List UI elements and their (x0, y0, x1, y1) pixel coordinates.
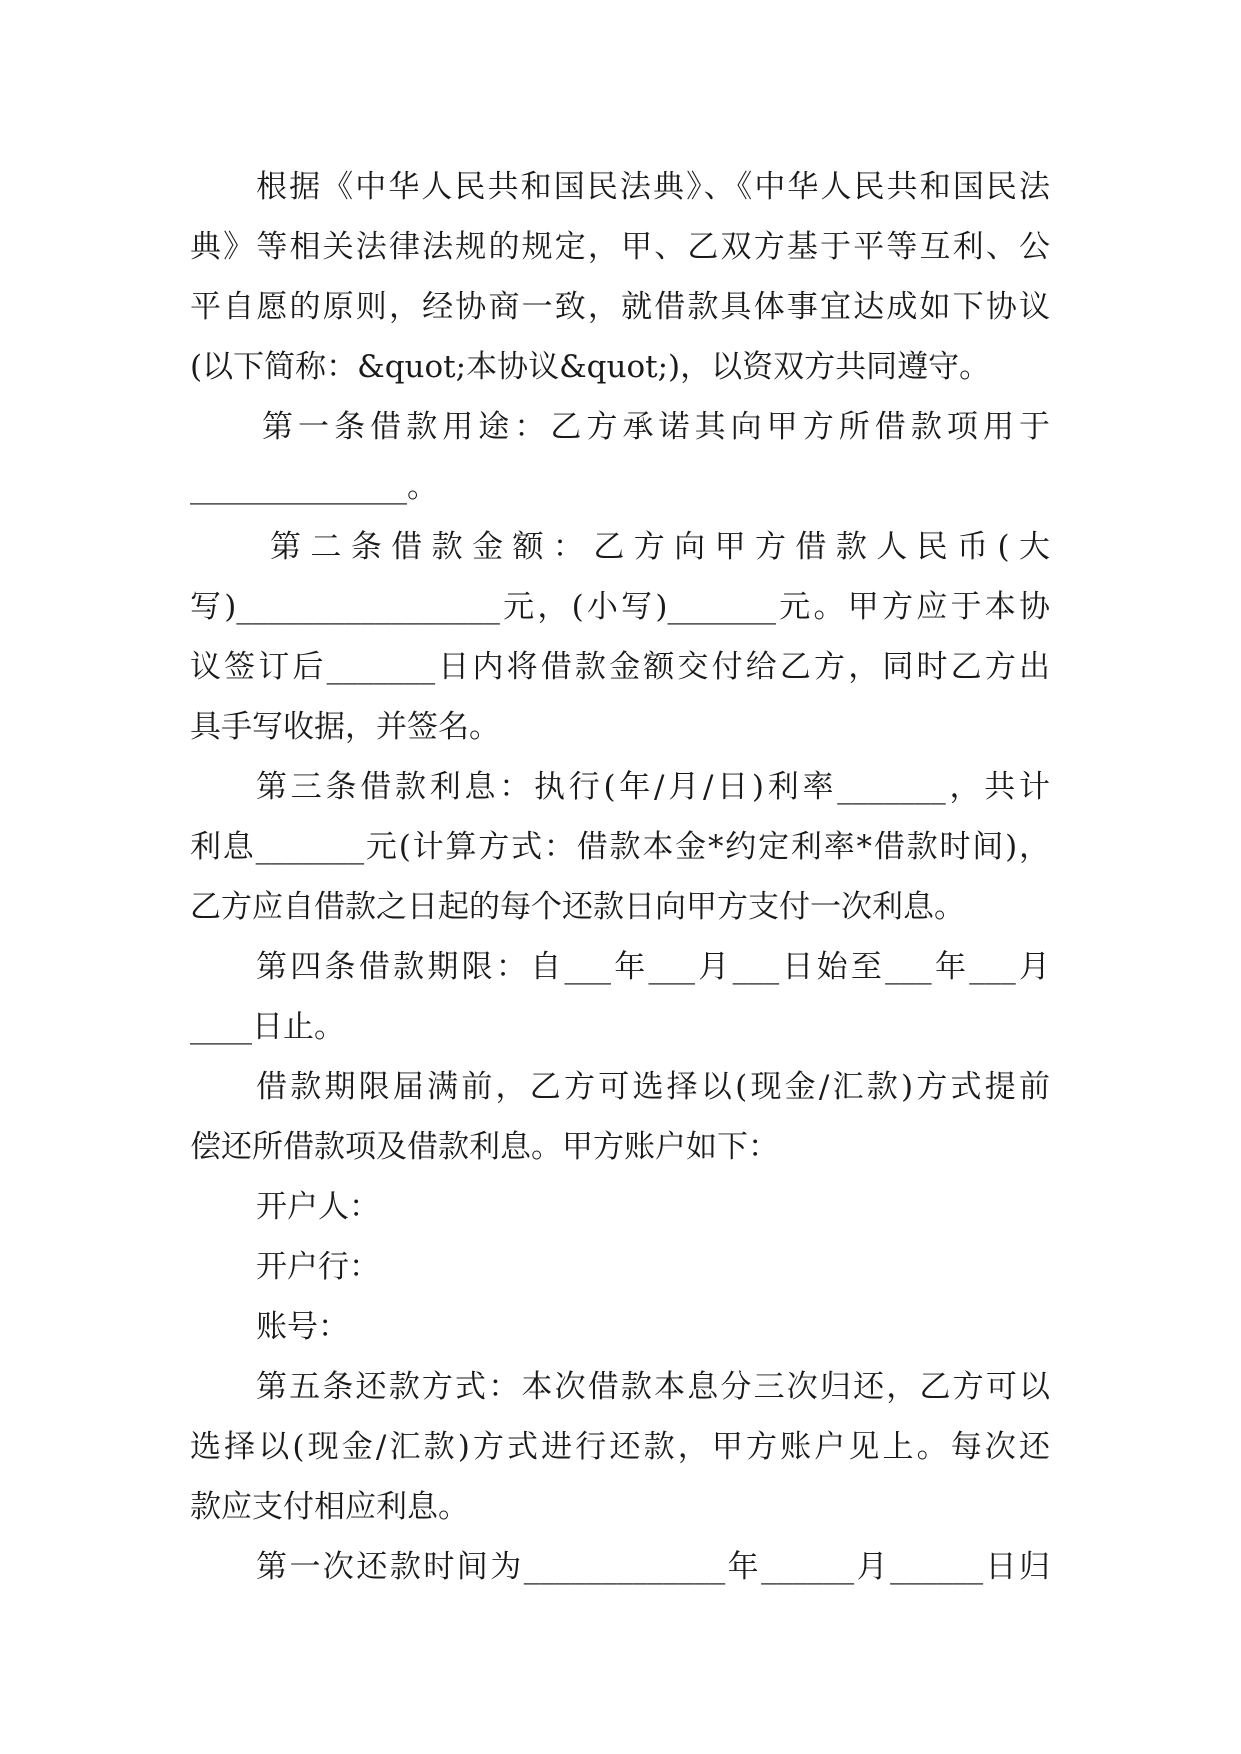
paragraph-line: 偿还所借款项及借款利息。甲方账户如下： (190, 1129, 779, 1165)
account-holder-label: 开户人： (256, 1189, 380, 1225)
first-repayment-line: 第一次还款时间为_____________年______月______日归 (256, 1549, 1050, 1585)
article-2-line: 第二条借款金额：乙方向甲方借款人民币(大 (270, 529, 1050, 565)
paragraph-line: 根据《中华人民共和国民法典》、《中华人民共和国民法 (256, 169, 1050, 205)
paragraph-line: 平自愿的原则，经协商一致，就借款具体事宜达成如下协议 (190, 289, 1050, 325)
paragraph-line: 具手写收据，并签名。 (190, 709, 500, 745)
paragraph-line: 乙方应自借款之日起的每个还款日向甲方支付一次利息。 (190, 889, 965, 925)
paragraph-line: 款应支付相应利息。 (190, 1489, 469, 1525)
article-3-line: 第三条借款利息：执行(年/月/日)利率_______，共计 (256, 769, 1050, 805)
account-bank-label: 开户行： (256, 1249, 380, 1285)
article-5-line: 第五条还款方式：本次借款本息分三次归还，乙方可以 (256, 1369, 1050, 1405)
paragraph-line: 选择以(现金/汇款)方式进行还款，甲方账户见上。每次还 (190, 1429, 1050, 1465)
article-1-line: 第一条借款用途：乙方承诺其向甲方所借款项用于 (262, 409, 1050, 445)
paragraph-line: 典》等相关法律法规的规定，甲、乙双方基于平等互利、公 (190, 229, 1050, 265)
account-number-label: 账号： (256, 1309, 349, 1345)
paragraph-line: 写)_________________元，(小写)_______元。甲方应于本协 (190, 589, 1050, 625)
paragraph-line: 利息_______元(计算方式：借款本金*约定利率*借款时间)， (190, 829, 1050, 865)
paragraph-line: (以下简称：&quot;本协议&quot;)，以资双方共同遵守。 (190, 349, 991, 385)
article-1-blank-line: ______________。 (190, 469, 438, 505)
paragraph-line: 借款期限届满前，乙方可选择以(现金/汇款)方式提前 (256, 1069, 1050, 1105)
article-4-line: 第四条借款期限：自___年___月___日始至___年___月 (256, 949, 1050, 985)
paragraph-line: ____日止。 (190, 1009, 345, 1045)
paragraph-line: 议签订后_______日内将借款金额交付给乙方，同时乙方出 (190, 649, 1050, 685)
